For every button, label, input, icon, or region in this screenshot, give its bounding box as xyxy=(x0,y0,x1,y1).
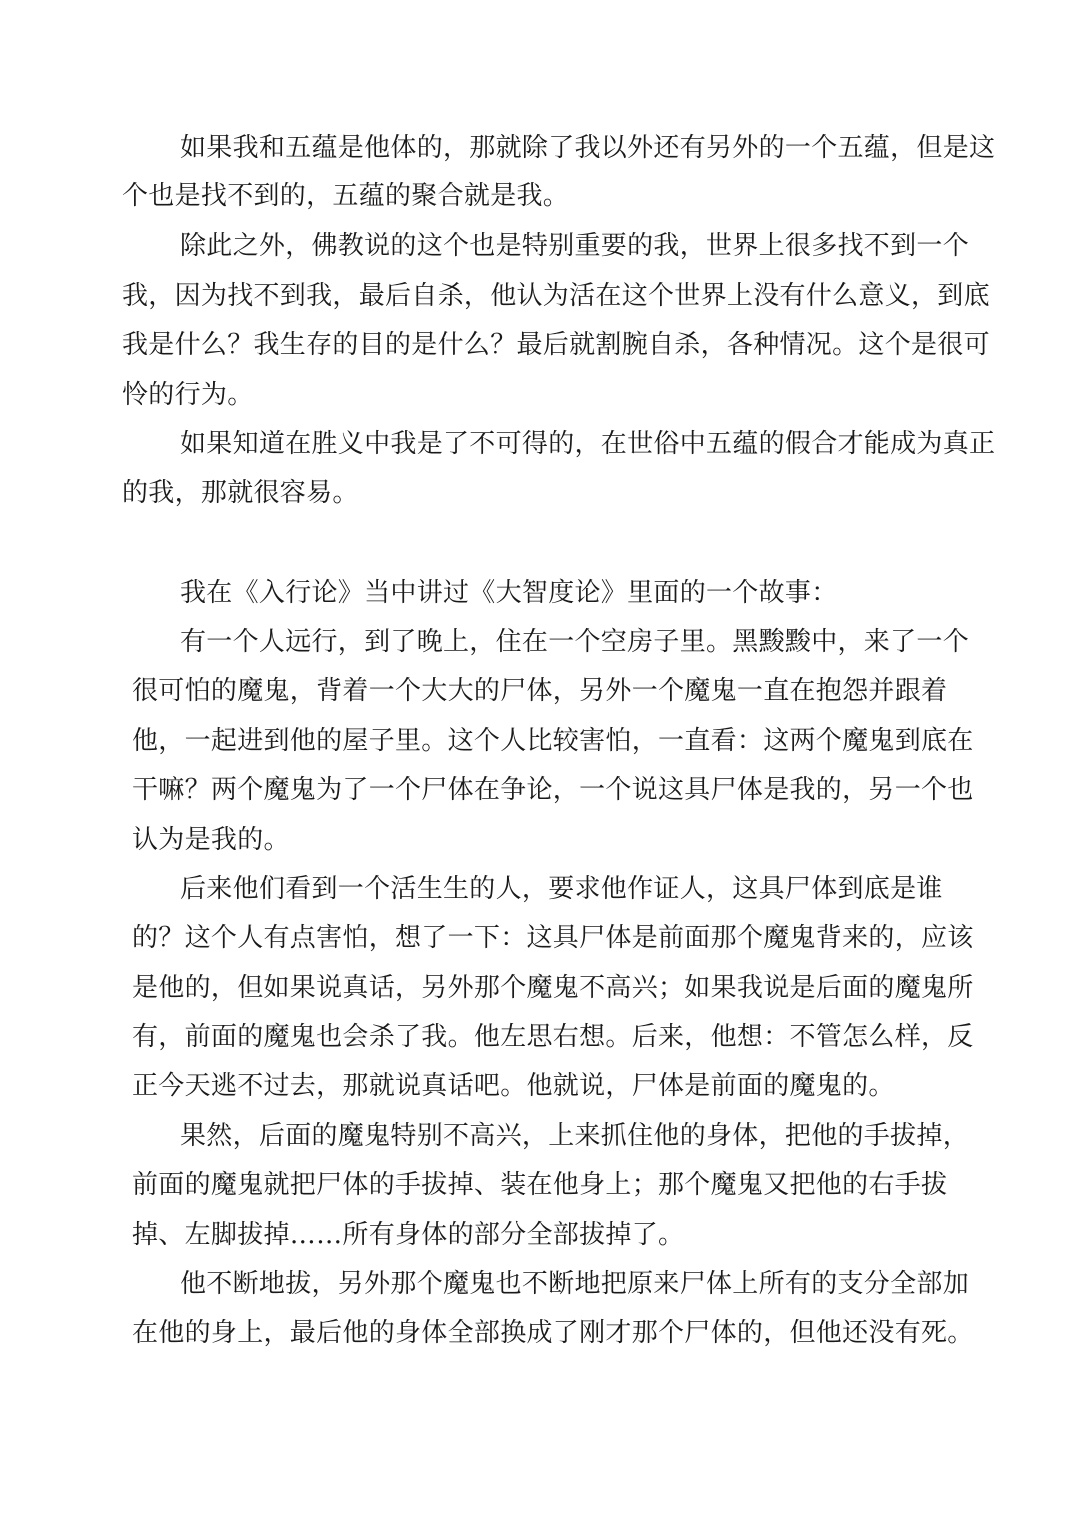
text-line: 后来他们看到一个活生生的人，要求他作证人，这具尸体到底是谁 xyxy=(180,874,943,904)
text-line: 很可怕的魔鬼，背着一个大大的尸体，另外一个魔鬼一直在抱怨并跟着 xyxy=(132,676,948,706)
text-line: 前面的魔鬼就把尸体的手拔掉、装在他身上；那个魔鬼又把他的右手拔 xyxy=(132,1170,948,1200)
text-line: 除此之外，佛教说的这个也是特别重要的我，世界上很多找不到一个 xyxy=(180,231,970,261)
text-line: 的？这个人有点害怕，想了一下：这具尸体是前面那个魔鬼背来的，应该 xyxy=(132,923,974,953)
text-line: 有，前面的魔鬼也会杀了我。他左思右想。后来，他想：不管怎么样，反 xyxy=(132,1022,974,1052)
text-line: 个也是找不到的，五蕴的聚合就是我。 xyxy=(122,181,570,211)
text-line: 他不断地拔，另外那个魔鬼也不断地把原来尸体上所有的支分全部加 xyxy=(180,1269,970,1299)
text-line: 的我，那就很容易。 xyxy=(122,478,359,508)
text-line: 如果我和五蕴是他体的，那就除了我以外还有另外的一个五蕴，但是这 xyxy=(180,133,996,163)
text-line: 是他的，但如果说真话，另外那个魔鬼不高兴；如果我说是后面的魔鬼所 xyxy=(132,973,974,1003)
text-line: 怜的行为。 xyxy=(122,380,254,410)
text-line: 有一个人远行，到了晚上，住在一个空房子里。黑黢黢中，来了一个 xyxy=(180,627,970,657)
text-line: 如果知道在胜义中我是了不可得的，在世俗中五蕴的假合才能成为真正 xyxy=(180,429,996,459)
text-line: 认为是我的。 xyxy=(132,825,290,855)
text-line: 掉、左脚拔掉……所有身体的部分全部拔掉了。 xyxy=(132,1220,685,1250)
text-line: 正今天逃不过去，那就说真话吧。他就说，尸体是前面的魔鬼的。 xyxy=(132,1071,895,1101)
text-line: 我，因为找不到我，最后自杀，他认为活在这个世界上没有什么意义，到底 xyxy=(122,281,990,311)
text-line: 我是什么？我生存的目的是什么？最后就割腕自杀，各种情况。这个是很可 xyxy=(122,330,990,360)
text-line: 我在《入行论》当中讲过《大智度论》里面的一个故事： xyxy=(180,578,838,608)
text-line: 干嘛？两个魔鬼为了一个尸体在争论，一个说这具尸体是我的，另一个也 xyxy=(132,775,974,805)
text-line: 在他的身上，最后他的身体全部换成了刚才那个尸体的，但他还没有死。 xyxy=(132,1318,974,1348)
text-line: 他，一起进到他的屋子里。这个人比较害怕，一直看：这两个魔鬼到底在 xyxy=(132,726,974,756)
text-line: 果然，后面的魔鬼特别不高兴，上来抓住他的身体，把他的手拔掉， xyxy=(180,1121,970,1151)
